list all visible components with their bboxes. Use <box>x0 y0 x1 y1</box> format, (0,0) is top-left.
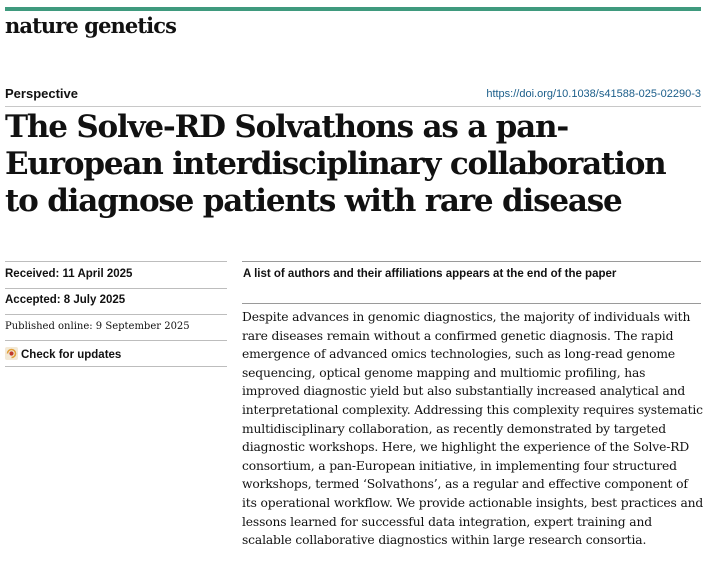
meta-divider <box>5 340 227 341</box>
check-for-updates-label: Check for updates <box>21 349 122 361</box>
published-date: Published online: 9 September 2025 <box>5 321 190 332</box>
abstract-text: Despite advances in genomic diagnostics, the majority of individuals with rare diseases remain without a confirmed genetic diagnosis. The rapid emergence of advanced omics technologies, such as long-read genome sequencing, optical genome mapping and multiomic profiling, has improved diagnostic yield but also substantially increased analytical and interpretational complexity. Addressing this complexity requires systematic multidisciplinary collaboration, as recently demonstrated by targeted diagnostic workshops. Here, we highlight the experience of the Solve-RD consortium, a pan-European initiative, in implementing four structured workshops, termed ‘Solvathons’, as a regular and effective component of its operational workflow. We provide actionable insights, best practices and lessons learned for successful data integration, expert training and scalable collaborative diagnostics within large research consortia. <box>242 310 704 548</box>
received-date: Received: 11 April 2025 <box>5 268 133 280</box>
check-for-updates-icon <box>5 347 18 360</box>
journal-accent-bar <box>5 7 701 11</box>
meta-divider <box>5 314 227 315</box>
meta-divider <box>5 288 227 289</box>
article-title: The Solve-RD Solvathons as a pan-European interdisciplinary collaboration to diagnose patients with rare disease <box>5 109 666 219</box>
article-type: Perspective <box>5 86 78 101</box>
abstract-top-rule <box>242 261 701 262</box>
check-for-updates-button[interactable] <box>5 347 227 361</box>
journal-name[interactable]: nature genetics <box>5 13 177 38</box>
authors-note: A list of authors and their affiliations appears at the end of the paper <box>243 268 617 280</box>
meta-divider <box>5 261 227 262</box>
meta-divider <box>5 366 227 367</box>
header-divider <box>5 106 701 107</box>
abstract-divider <box>242 303 701 304</box>
doi-link[interactable]: https://doi.org/10.1038/s41588-025-02290-3 <box>486 88 701 100</box>
accepted-date: Accepted: 8 July 2025 <box>5 294 126 306</box>
